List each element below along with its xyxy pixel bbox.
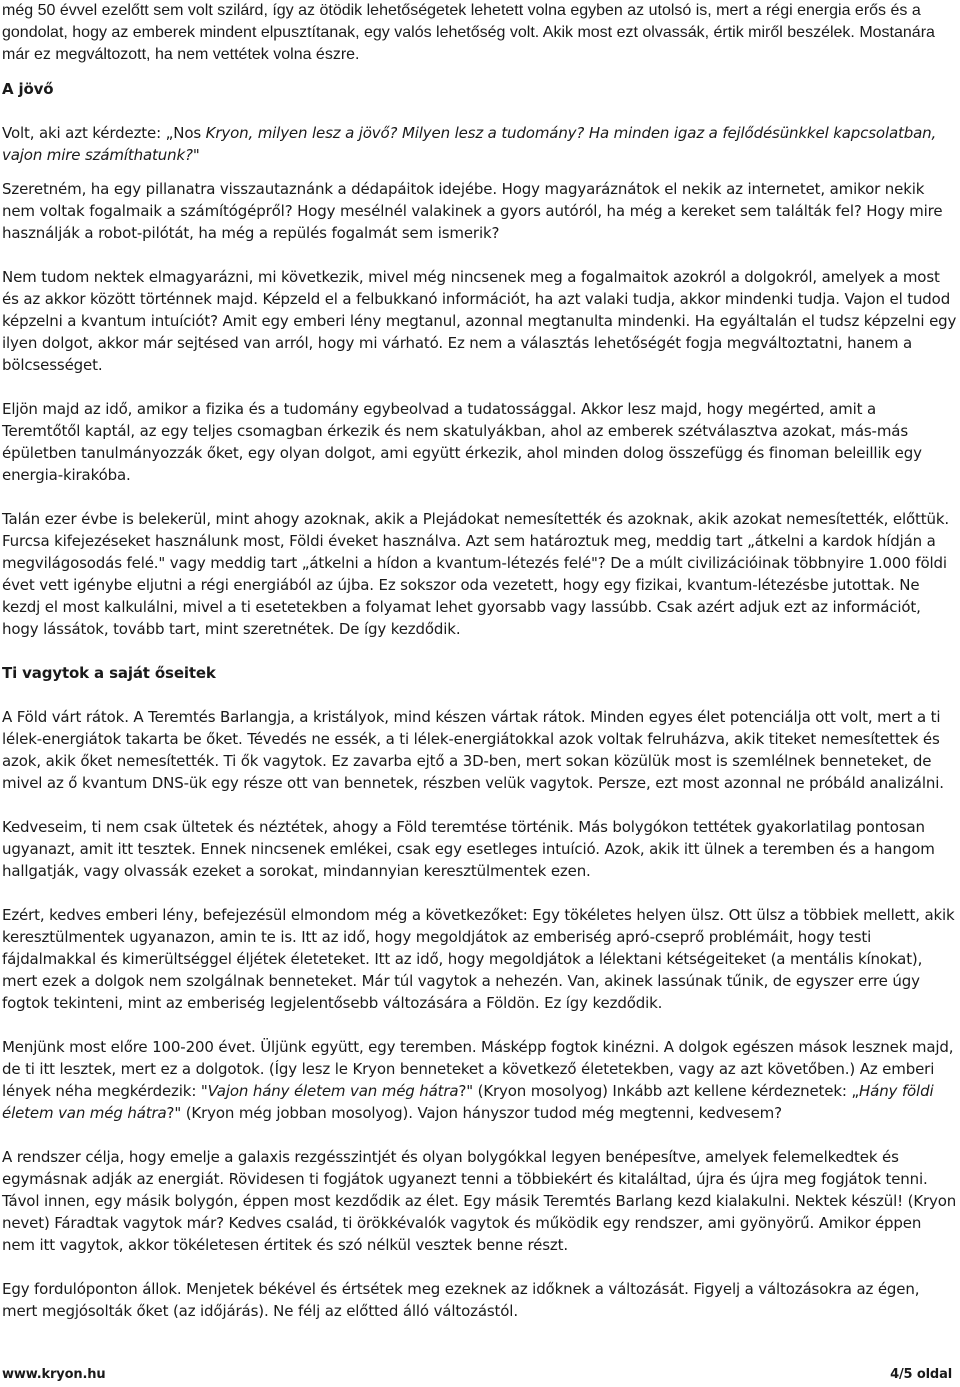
- question-italic: Kryon, milyen lesz a jövő? Milyen lesz a tudomány? Ha minden igaz a fejlődésünkkel kapcsolatban, vajon mire számíthatunk?": [2, 124, 937, 164]
- section-heading-future: A jövő: [2, 80, 54, 98]
- paragraph: Egy fordulóponton állok. Menjetek békével és értsétek meg ezeknek az időknek a változását. Figyelj a változásokra az égen, mert megjósolták őket (az időjárás). Ne félj az előtted álló változástól.: [2, 1280, 920, 1320]
- question-prefix: Volt, aki azt kérdezte: „Nos: [2, 124, 206, 142]
- paragraph: [2, 1036, 958, 1124]
- question-paragraph: [2, 122, 958, 166]
- italic-quote: Hány földi életem van még hátra: [2, 1082, 934, 1122]
- paragraph: Talán ezer évbe is belekerül, mint ahogy azoknak, akik a Plejádokat nemesítették és azoknak, akik azokat nemesítették, előttük. Furcsa kifejezéseket használunk most, Földi éveket használva. Azt sem határoztuk meg, meddig tart „átkelni a kardok hídján a megvilágosodás felé." vagy meddig tart „átkelni a hídon a kvantum-létezés felé"? De a múlt civilizációinak többnyire 1.000 földi évet vett igénybe eljutni a régi energiából az újba. Ez sokszor oda vezetett, hogy egy fizikai, kvantum-létezésbe jutottak. Ne kezdj el most kalkulálni, mivel a ti esetetekben a folyamat lehet gyorsabb vagy lassúbb. Csak azért adjuk ezt az információt, hogy lássátok, tovább tart, mint szeretnétek. De így kezdődik.: [2, 510, 950, 638]
- page-footer: [2, 1364, 952, 1384]
- paragraph: A rendszer célja, hogy emelje a galaxis rezgésszintjét és olyan bolygókkal legyen benépesítve, amelyek felemelkedtek és egymásnak adják az energiát. Rövidesen ti fogjátok ugyanezt tenni a többiekért és kitaláltad, újra és újra meg fogjátok tenni. Távol innen, egy másik bolygón, éppen most kezdődik az élet. Egy másik Teremtés Barlang kezd kialakulni. Nektek készül! (Kryon nevet) Fáradtak vagytok már? Kedves család, ti örökkévalók vagytok és működik egy rendszer, ami gyönyörű. Amikor éppen nem itt vagytok, akkor tökéletesen értitek és szó nélkül vesztek benne részt.: [2, 1148, 957, 1254]
- paragraph: Eljön majd az idő, amikor a fizika és a tudomány egybeolvad a tudatossággal. Akkor lesz majd, hogy megérted, amit a Teremtőtől kaptál, az egy teljes csomagban érkezik és nem skatulyákban, ahol az emberek szétválasztva azokat, más-más épületben tanulmányozzák őket, egy olyan dolgot, ami együtt érkezik, ahol minden dolog összefügg és finoman beleillik egy energia-kirakóba.: [2, 400, 922, 484]
- text-run: ?" (Kryon mosolyog) Inkább azt kellene kérdeznetek: „: [458, 1082, 860, 1100]
- section-heading-ancestors: Ti vagytok a saját őseitek: [2, 664, 216, 682]
- paragraph: Ezért, kedves emberi lény, befejezésül elmondom még a következőket: Egy tökéletes helyen ülsz. Ott ülsz a többiek mellett, akik keresztülmentek ugyanazon, amin te is. Itt az idő, hogy megoldjátok az emberiség apró-cseprő problémáit, hogy testi fájdalmakkal és kimerültséggel éljétek életeteket. Itt az idő, hogy megoldjátok a lélektani kétségeiteket (a mentális kínokat), mert ezek a dolgok nem szolgálnak benneteket. Már túl vagytok a nehezén. Van, akinek lassúnak tűnik, de egyszer erre úgy fogtok tekinteni, mint az emberiség legjelentősebb változására a Földön. Ez így kezdődik.: [2, 906, 955, 1012]
- footer-site-link[interactable]: www.kryon.hu: [2, 1367, 106, 1382]
- text-run: ?" (Kryon még jobban mosolyog). Vajon hányszor tudod még megtenni, kedvesem?: [166, 1104, 782, 1122]
- paragraph: A Föld várt rátok. A Teremtés Barlangja, a kristályok, mind készen vártak rátok. Minden egyes élet potenciálja ott volt, mert a ti lélek-energiátok takarta be őket. Tévedés ne essék, a ti lélek-energiátokkal azok voltak felruházva, akik titeket nemesítettek és azok, akik őket nemesítették. Ti ők vagytok. Ez zavarba ejtő a 3D-ben, mert sokan közülük most is szemlélnek benneteket, de mivel az ő kvantum DNS-ük egy része ott van bennetek, részben velük vagytok. Persze, ezt most azonnal ne próbáld analizálni.: [2, 708, 944, 792]
- italic-quote: Vajon hány életem van még hátra: [207, 1082, 459, 1100]
- paragraph: Nem tudom nektek elmagyarázni, mi következik, mivel még nincsenek meg a fogalmaitok azokról a dolgokról, amelyek a most és az akkor között történnek majd. Képzeld el a felbukkanó információt, ha azt valaki tudja, akkor mindenki tudja. Vajon el tudod képzelni a kvantum intuíciót? Amit egy emberi lény megtanul, azonnal megtanulta mindenki. Ha egyáltalán el tudsz képzelni egy ilyen dolgot, akkor már sejtésed van arról, hogy mi várható. Ez nem a választás lehetőségét fogja megváltoztatni, hanem a bölcsességet.: [2, 268, 957, 374]
- intro-paragraph: még 50 évvel ezelőtt sem volt szilárd, így az ötödik lehetőségetek lehetett volna egyben az utolsó is, mert a régi energia erős és a gondolat, hogy az emberek mindent elpusztítanak, egy valós lehetőség volt. Akik most ezt olvassák, értik miről beszélek. Mostanára már ez megváltozott, ha nem vettétek volna észre.: [2, 2, 935, 63]
- footer-page-number: 4/5 oldal: [890, 1367, 952, 1382]
- paragraph: Kedveseim, ti nem csak ültetek és néztétek, ahogy a Föld teremtése történik. Más bolygókon tettétek gyakorlatilag pontosan ugyanazt, amit itt tesztek. Ennek nincsenek emlékei, csak egy esetleges intuíció. Azok, akik itt ülnek a teremben és a hangom hallgatják, vagy olvassák ezeket a sorokat, mindannyian keresztülmentek ezen.: [2, 818, 935, 880]
- paragraph: Szeretném, ha egy pillanatra visszautaznánk a dédapáitok idejébe. Hogy magyaráznátok el nekik az internetet, amikor nekik nem voltak fogalmaik a számítógépről? Hogy mesélnél valakinek a gyors autóról, ha még a kereket sem találták fel? Hogy mire használják a robot-pilótát, ha még a repülés fogalmát sem ismerik?: [2, 180, 943, 242]
- text-run: Menjünk most előre 100-200 évet. Üljünk együtt, egy teremben. Másképp fogtok kinézni. A dolgok egészen mások lesznek majd, de ti itt lesztek, mert ez a dolgotok. (Így lesz le Kryon benneteket a következő életetekben, vagy az azt követőben.) Az emberi lények néha megkérdezik: ": [2, 1038, 954, 1100]
